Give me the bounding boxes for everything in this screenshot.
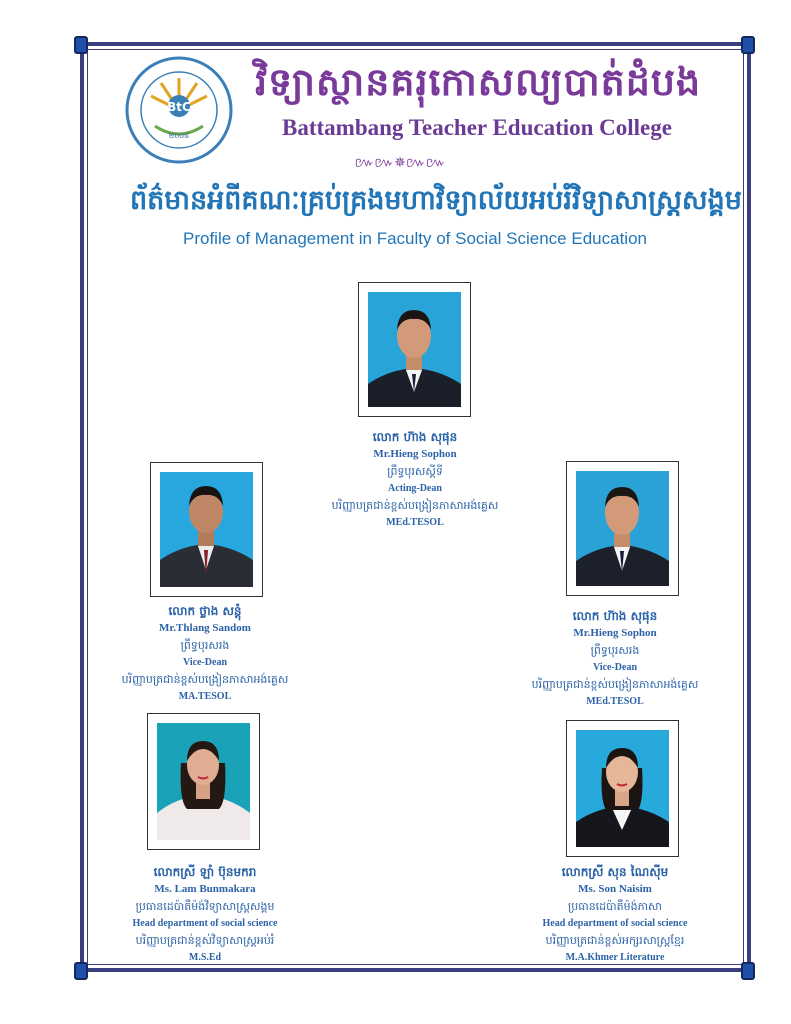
corner-ornament xyxy=(741,36,755,54)
staff-qualification-en: MEd.TESOL xyxy=(386,517,444,528)
staff-name-kh: លោក ហ៊ាង សុផុន xyxy=(372,430,458,444)
page-title-kh: ព័ត៌មានអំពីគណៈគ្រប់គ្រងមហាវិទ្យាល័យអប់រំវិទ្យាសាស្ត្រសង្គម xyxy=(130,185,742,216)
corner-ornament xyxy=(74,36,88,54)
staff-qualification-kh: បរិញ្ញាបត្រជាន់ខ្ពស់វិទ្យាសាស្ត្រអប់រំ xyxy=(135,934,275,947)
staff-role-kh: ព្រឹទ្ធបុរសរង xyxy=(590,644,640,657)
staff-qualification-en: MEd.TESOL xyxy=(586,696,644,707)
staff-card xyxy=(85,863,325,966)
staff-name-kh: លោក ថ្លាង សន្តុំ xyxy=(168,604,242,618)
logo-year: ២០០៨ xyxy=(168,132,190,140)
staff-photo xyxy=(566,720,679,857)
staff-card xyxy=(95,602,315,705)
staff-name-en: Ms. Lam Bunmakara xyxy=(154,883,256,895)
staff-name-kh: លោកស្រី សុន ណៃស៊ីម xyxy=(561,865,669,879)
staff-role-kh: ព្រឹទ្ធបុរសស្តីទី xyxy=(387,465,443,478)
college-logo xyxy=(121,56,241,170)
staff-role-kh: ប្រធានដេប៉ាតឺម៉ង់ភាសា xyxy=(567,900,663,913)
staff-qualification-kh: បរិញ្ញាបត្រជាន់ខ្ពស់បង្រៀនភាសាអង់គ្លេស xyxy=(121,673,289,686)
decorative-separator: ៚៚✵៚៚ xyxy=(354,155,446,171)
page-title-en: Profile of Management in Faculty of Social Science Education xyxy=(183,229,647,248)
staff-name-en: Ms. Son Naisim xyxy=(578,883,652,895)
staff-name-en: Mr.Thlang Sandom xyxy=(159,622,251,634)
staff-photo xyxy=(150,462,263,597)
svg-text:BtC: BtC xyxy=(167,100,191,114)
staff-name-en: Mr.Hieng Sophon xyxy=(373,448,457,460)
staff-name-kh: លោក ហ៊ាង សុផុន xyxy=(572,609,658,623)
staff-photo xyxy=(358,282,471,417)
staff-role-en: Acting-Dean xyxy=(388,483,442,494)
staff-qualification-kh: បរិញ្ញាបត្រជាន់ខ្ពស់បង្រៀនភាសាអង់គ្លេស xyxy=(531,678,699,691)
college-name-kh: វិទ្យាស្ថានគរុកោសល្យបាត់ដំបង xyxy=(255,60,702,104)
college-name-en: Battambang Teacher Education College xyxy=(282,115,672,140)
staff-qualification-kh: បរិញ្ញាបត្រជាន់ខ្ពស់បង្រៀនភាសាអង់គ្លេស xyxy=(331,499,499,512)
staff-role-en: Head department of social science xyxy=(132,918,278,929)
staff-qualification-kh: បរិញ្ញាបត្រជាន់ខ្ពស់អក្សរសាស្ត្រខ្មែរ xyxy=(545,934,685,947)
staff-card xyxy=(505,863,725,966)
staff-qualification-en: M.A.Khmer Literature xyxy=(565,952,665,963)
staff-photo xyxy=(566,461,679,596)
staff-card xyxy=(305,428,525,531)
corner-ornament xyxy=(741,962,755,980)
staff-role-en: Head department of social science xyxy=(542,918,688,929)
staff-photo xyxy=(147,713,260,850)
staff-name-kh: លោកស្រី ឡាំ ប៊ុនមករា xyxy=(153,865,257,879)
staff-role-en: Vice-Dean xyxy=(182,657,228,668)
staff-qualification-en: M.S.Ed xyxy=(188,952,222,963)
staff-name-en: Mr.Hieng Sophon xyxy=(573,627,657,639)
staff-card xyxy=(505,607,725,710)
staff-role-en: Vice-Dean xyxy=(592,662,638,673)
staff-role-kh: ព្រឹទ្ធបុរសរង xyxy=(180,639,230,652)
staff-qualification-en: MA.TESOL xyxy=(178,691,232,702)
staff-role-kh: ប្រធានដេប៉ាតឺម៉ង់វិទ្យាសាស្ត្រសង្គម xyxy=(135,900,275,913)
